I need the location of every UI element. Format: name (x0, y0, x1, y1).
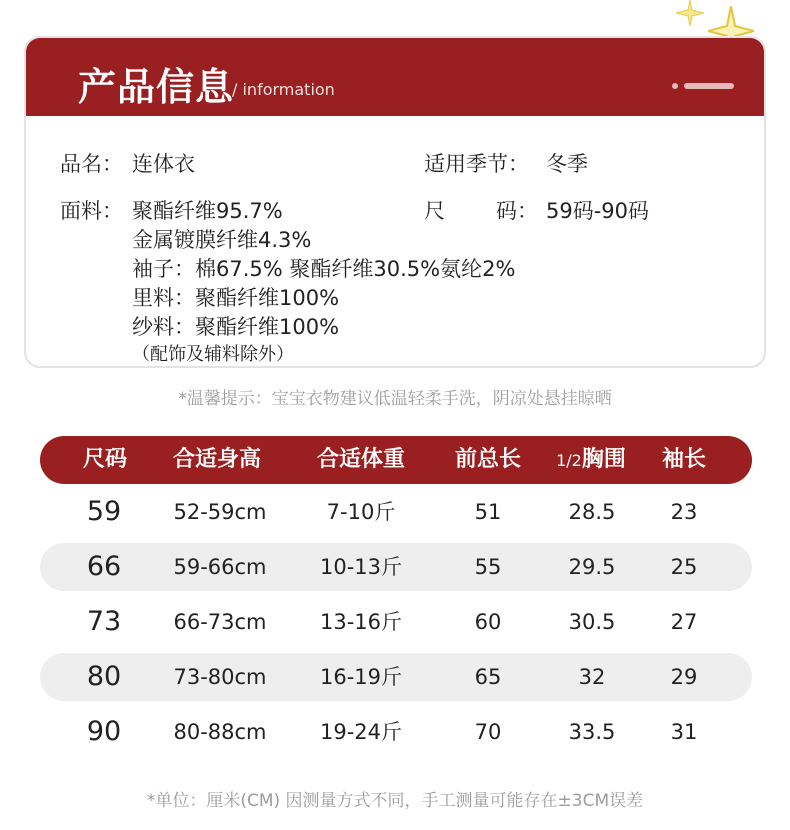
cell-length: 60 (474, 610, 502, 634)
product-name-label: 品名： (60, 152, 123, 176)
size-label-char: 尺 (424, 199, 445, 223)
fabric-line: 里料：聚酯纤维100% (132, 286, 340, 310)
section-title: 产品信息 (78, 65, 235, 109)
cell-weight: 13-16斤 (319, 610, 403, 634)
decor-line (684, 83, 734, 89)
cell-height: 52-59cm (173, 500, 267, 524)
table-row (40, 598, 752, 646)
fabric-line: 金属镀膜纤维4.3% (132, 228, 312, 252)
column-header-length: 前总长 (454, 447, 521, 472)
cell-size: 59 (86, 496, 122, 527)
cell-sleeve: 29 (670, 665, 698, 689)
cell-chest: 28.5 (568, 500, 616, 524)
cell-sleeve: 27 (670, 610, 698, 634)
table-row (40, 543, 752, 591)
cell-sleeve: 31 (670, 720, 698, 744)
column-header-chest (544, 436, 638, 484)
cell-chest: 29.5 (568, 555, 616, 579)
cell-length: 65 (474, 665, 502, 689)
cell-height: 73-80cm (173, 665, 267, 689)
table-row (40, 488, 752, 536)
cell-chest: 33.5 (568, 720, 616, 744)
cell-weight: 7-10斤 (326, 500, 396, 524)
cell-length: 55 (474, 555, 502, 579)
cell-weight: 10-13斤 (319, 555, 403, 579)
cell-height: 80-88cm (173, 720, 267, 744)
header-decoration (672, 82, 734, 90)
table-row (40, 653, 752, 701)
cell-height: 59-66cm (173, 555, 267, 579)
sparkle-icon (676, 0, 704, 26)
cell-weight: 16-19斤 (319, 665, 403, 689)
care-tip: *温馨提示：宝宝衣物建议低温轻柔手洗，阴凉处悬挂晾晒 (178, 389, 612, 409)
fabric-note: （配饰及辅料除外） (132, 344, 294, 365)
size-label: 码： (496, 199, 538, 223)
column-header-chest-label: 胸围 (581, 447, 626, 472)
card-header (26, 38, 764, 116)
table-row (40, 708, 752, 756)
product-name-value: 连体衣 (132, 152, 195, 176)
column-header-sleeve: 袖长 (661, 447, 706, 472)
fabric-line: 聚酯纤维95.7% (132, 199, 283, 223)
decor-dot (672, 83, 678, 89)
column-header-height: 合适身高 (172, 447, 261, 472)
cell-length: 51 (474, 500, 502, 524)
cell-size: 73 (86, 606, 122, 637)
fabric-line: 袖子：棉67.5% 聚酯纤维30.5%氨纶2% (132, 257, 516, 281)
season-value: 冬季 (546, 152, 588, 176)
column-header-weight: 合适体重 (316, 447, 405, 472)
product-info-card (24, 36, 766, 368)
fabric-label: 面料： (60, 199, 123, 223)
cell-length: 70 (474, 720, 502, 744)
cell-weight: 19-24斤 (319, 720, 403, 744)
column-header-chest-fraction: 1/2 (556, 451, 582, 470)
season-label: 适用季节： (424, 152, 529, 176)
section-subtitle: / information (232, 80, 335, 99)
cell-size: 80 (86, 661, 122, 692)
measurement-note: *单位：厘米(CM) 因测量方式不同，手工测量可能存在±3CM误差 (146, 791, 644, 811)
column-header-size: 尺码 (82, 447, 127, 472)
cell-chest: 32 (578, 665, 606, 689)
cell-sleeve: 25 (670, 555, 698, 579)
size-range-value: 59码-90码 (546, 199, 650, 223)
cell-size: 90 (86, 716, 122, 747)
size-table-header (40, 436, 752, 484)
fabric-line: 纱料：聚酯纤维100% (132, 315, 340, 339)
cell-height: 66-73cm (173, 610, 267, 634)
cell-chest: 30.5 (568, 610, 616, 634)
cell-size: 66 (86, 551, 122, 582)
cell-sleeve: 23 (670, 500, 698, 524)
